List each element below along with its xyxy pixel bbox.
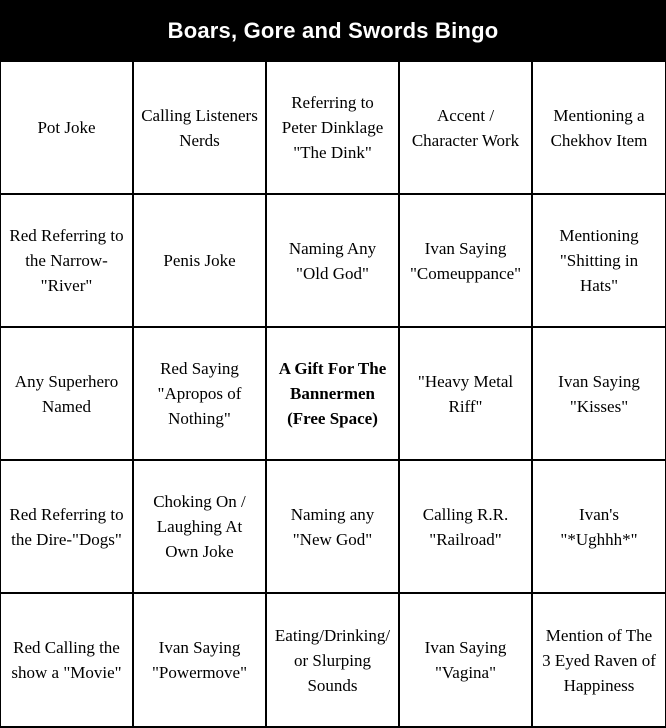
bingo-cell[interactable]: Mentioning a Chekhov Item xyxy=(533,62,666,195)
bingo-cell[interactable]: Ivan Saying "Comeuppance" xyxy=(400,195,533,328)
bingo-cell[interactable]: Red Saying "Apropos of Nothing" xyxy=(134,328,267,461)
bingo-cell[interactable]: Eating/Drinking/ or Slurping Sounds xyxy=(267,594,400,728)
bingo-cell[interactable]: Accent / Character Work xyxy=(400,62,533,195)
bingo-cell[interactable]: "Heavy Metal Riff" xyxy=(400,328,533,461)
bingo-cell[interactable]: Red Calling the show a "Movie" xyxy=(1,594,134,728)
bingo-cell[interactable]: Calling R.R. "Railroad" xyxy=(400,461,533,594)
bingo-cell[interactable]: Any Superhero Named xyxy=(1,328,134,461)
bingo-cell[interactable]: Ivan's "*Ughhh*" xyxy=(533,461,666,594)
bingo-cell[interactable]: Ivan Saying "Kisses" xyxy=(533,328,666,461)
bingo-cell[interactable]: Penis Joke xyxy=(134,195,267,328)
bingo-cell[interactable]: Pot Joke xyxy=(1,62,134,195)
bingo-cell[interactable]: Naming any "New God" xyxy=(267,461,400,594)
free-space-cell[interactable]: A Gift For The Bannermen (Free Space) xyxy=(267,328,400,461)
bingo-cell[interactable]: Red Referring to the Dire-"Dogs" xyxy=(1,461,134,594)
bingo-cell[interactable]: Naming Any "Old God" xyxy=(267,195,400,328)
header-bar xyxy=(0,0,666,62)
bingo-cell[interactable]: Calling Listeners Nerds xyxy=(134,62,267,195)
bingo-cell[interactable]: Red Referring to the Narrow- "River" xyxy=(1,195,134,328)
card-title: Boars, Gore and Swords Bingo xyxy=(167,18,499,43)
bingo-cell[interactable]: Ivan Saying "Powermove" xyxy=(134,594,267,728)
bingo-cell[interactable]: Mention of The 3 Eyed Raven of Happiness xyxy=(533,594,666,728)
bingo-cell[interactable]: Choking On / Laughing At Own Joke xyxy=(134,461,267,594)
bingo-cell[interactable]: Mentioning "Shitting in Hats" xyxy=(533,195,666,328)
bingo-cell[interactable]: Ivan Saying "Vagina" xyxy=(400,594,533,728)
bingo-cell[interactable]: Referring to Peter Dinklage "The Dink" xyxy=(267,62,400,195)
bingo-grid xyxy=(0,62,666,728)
